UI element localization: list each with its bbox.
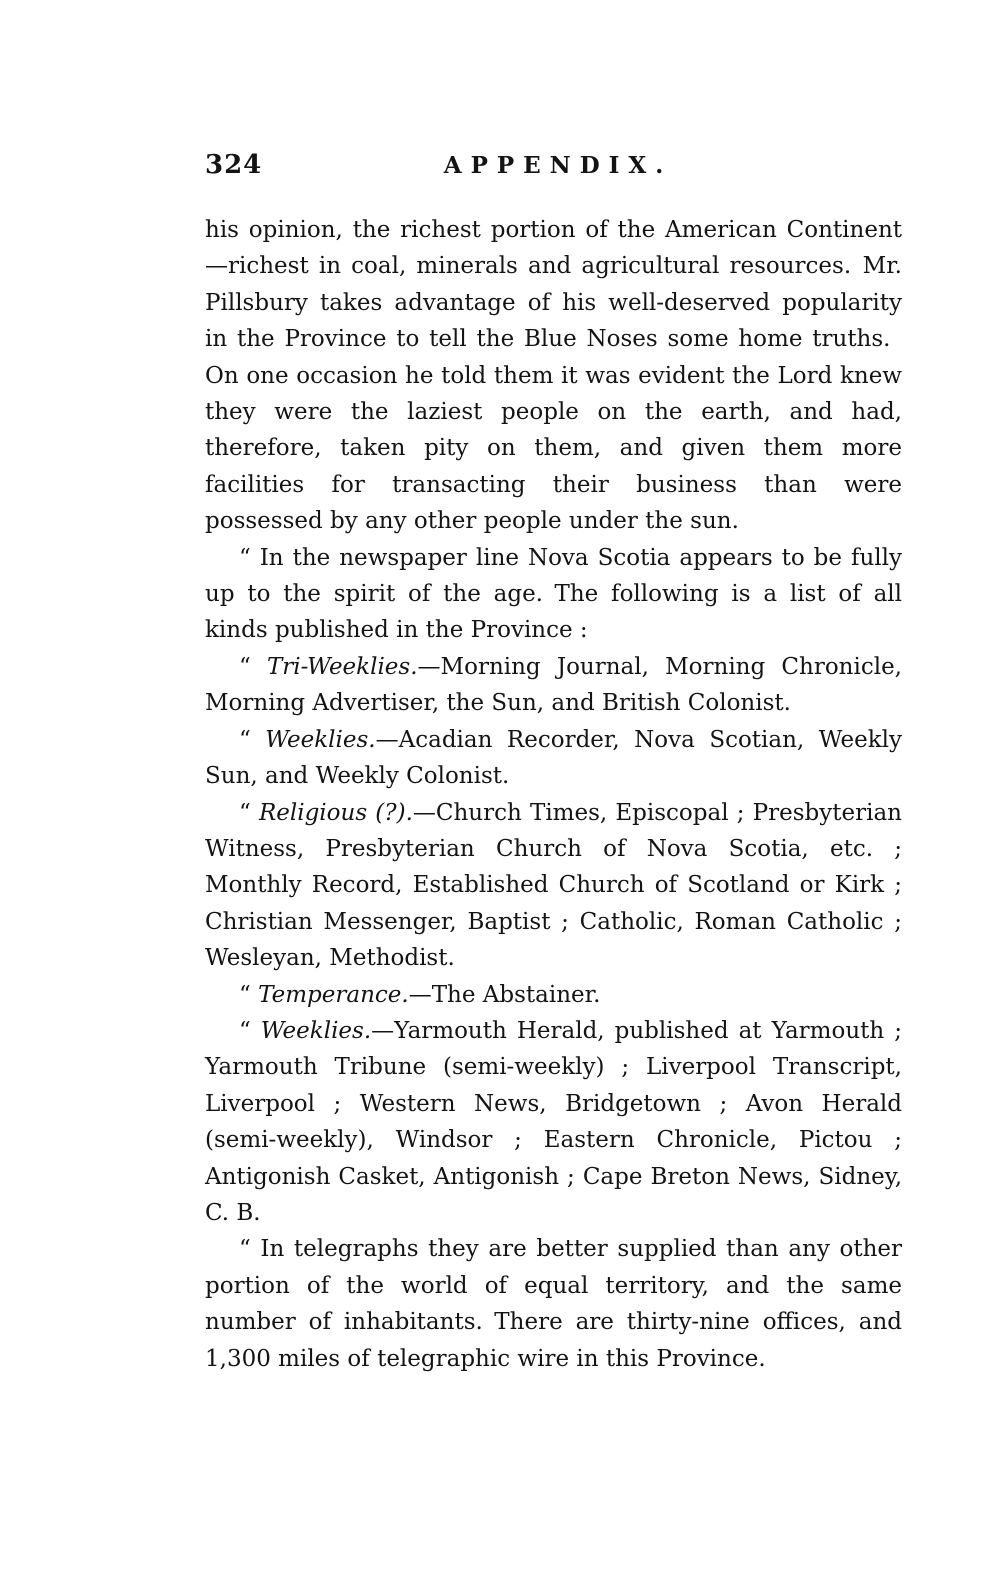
category-label: Weeklies. [265,726,376,753]
paragraph-telegraphs [205,1231,902,1377]
paragraph-weeklies [205,722,902,795]
paragraph-weeklies-regional [205,1013,902,1231]
text-segment: “ In the newspaper line Nova Scotia appears to be fully up to the spirit of the age. The following is a list of all kinds published in the Province : [205,544,902,644]
quote-mark: “ [239,653,267,680]
page-header [205,150,902,184]
text-segment: —Morning Journal, Morning Chronicle, Morning Advertiser, the Sun, and British Colonist. [205,653,902,717]
text-segment: —Yarmouth Herald, published at Yarmouth ; Yarmouth Tribune (semi-weekly) ; Liverpool Transcript, Liverpool ; Western News, Bridgetown ; Avon Herald (semi-weekly), Windsor ; Eastern Chronicle, Pictou ; Antigonish Casket, Antigonish ; Cape Breton News, Sidney, C. B. [205,1017,902,1226]
paragraph-newspaper-intro [205,540,902,649]
quote-mark: “ [239,726,266,753]
category-label: Tri-Weeklies. [266,653,418,680]
quote-mark: “ [239,981,259,1008]
paragraph-temperance [205,977,902,1013]
page-body-text [205,212,902,1377]
category-label: Religious (?). [258,799,413,826]
paragraph-tri-weeklies [205,649,902,722]
quote-mark: “ [239,1017,261,1044]
text-segment: —The Abstainer. [408,981,601,1008]
running-header-title: APPENDIX. [443,152,673,179]
text-segment: his opinion, the richest portion of the American Continent—richest in coal, minerals and agricultural resources. Mr. Pillsbury takes advantage of his well-deserved popularity in the Province to tell the Blue Noses some home truths. On one occasion he told them it was evident the Lord knew they were the laziest people on the earth, and had, therefore, taken pity on them, and given them more facilities for transacting their business than were possessed by any other people under the sun. [205,217,902,535]
category-label: Weeklies. [260,1017,372,1044]
quote-mark: “ [239,799,259,826]
page-number: 324 [205,150,263,180]
text-segment: “ In telegraphs they are better supplied than any other portion of the world of equal territory, and the same number of inhabitants. There are thirty-nine offices, and 1,300 miles of telegraphic wire in this Province. [205,1236,902,1372]
text-segment: —Church Times, Episcopal ; Presbyterian Witness, Presbyterian Church of Nova Scotia, etc. ; Monthly Record, Established Church of Scotland or Kirk ; Christian Messenger, Baptist ; Catholic, Roman Catholic ; Wesleyan, Methodist. [205,799,902,972]
text-segment: —Acadian Recorder, Nova Scotian, Weekly Sun, and Weekly Colonist. [205,726,902,790]
paragraph-religious [205,795,902,977]
paragraph-continuation [205,212,902,540]
category-label: Temperance. [258,981,409,1008]
